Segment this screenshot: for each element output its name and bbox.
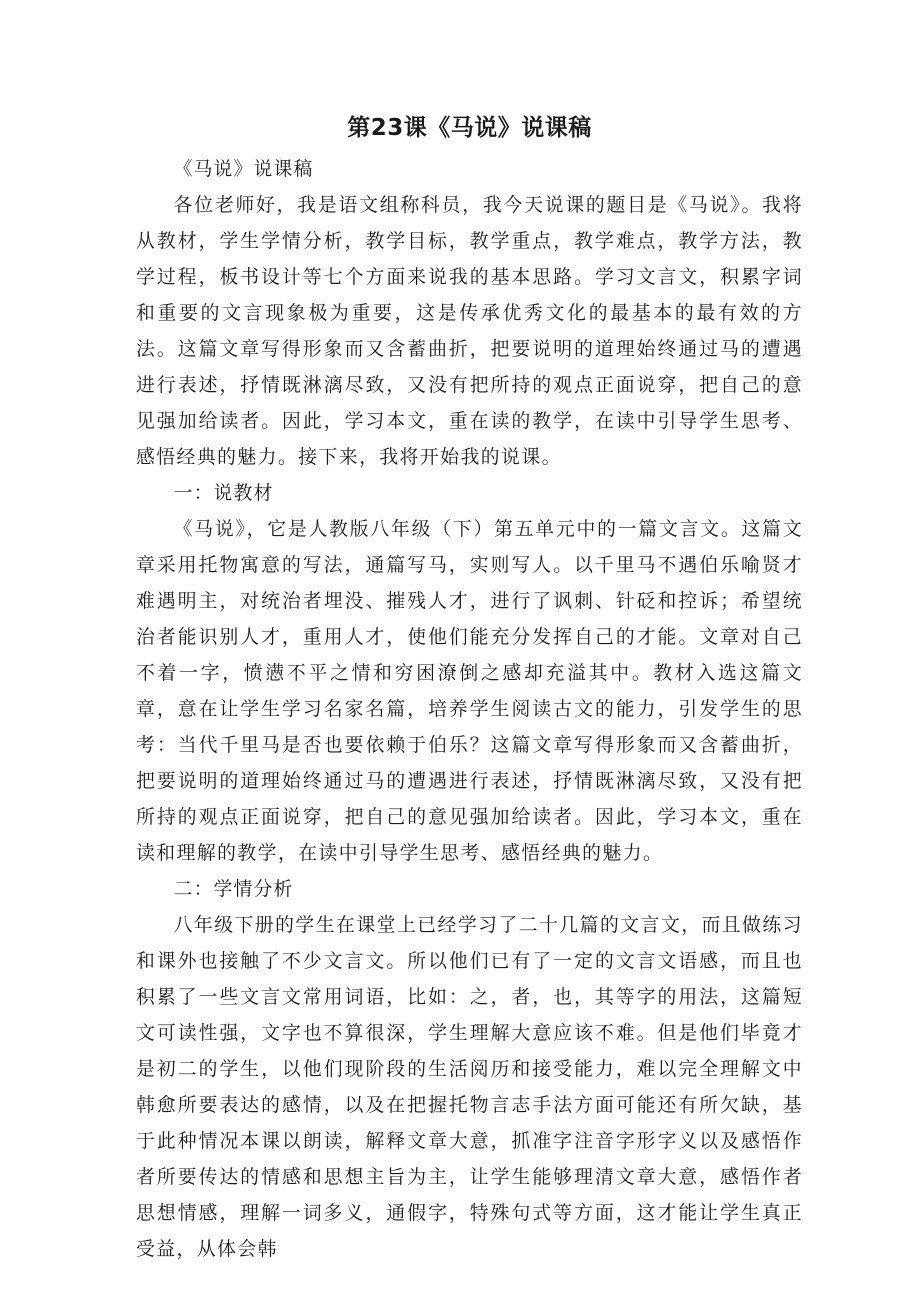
section-body-student-analysis: 八年级下册的学生在课堂上已经学习了二十几篇的文言文，而且做练习和课外也接触了不少文言文。所以他们已有了一定的文言文语感，而且也积累了一些文言文常用词语，比如：之，者，也，其等字的用法，这篇短文可读性强，文字也不算很深，学生理解大意应该不难。但是他们毕竟才是初二的学生，以他们现阶段的生活阅历和接受能力，难以完全理解文中韩愈所要表达的感情，以及在把握托物言志手法方面可能还有所欠缺，基于此种情况本课以朗读，解释文章大意，抓准字注音字形字义以及感悟作者所要传达的情感和思想主旨为主，让学生能够理清文章大意，感悟作者思想情感，理解一词多义，通假字，特殊句式等方面，这才能让学生真正受益，从体会韩: [136, 915, 803, 1260]
intro-paragraph: 各位老师好，我是语文组称科员，我今天说课的题目是《马说》。我将从教材，学生学情分析，教学目标，教学重点，教学难点，教学方法，教学过程，板书设计等七个方面来说我的基本思路。学习文言文，积累字词和重要的文言现象极为重要，这是传承优秀文化的最基本的最有效的方法。这篇文章写得形象而又含蓄曲折，把要说明的道理始终通过马的遭遇进行表述，抒情既淋漓尽致，又没有把所持的观点正面说穿，把自己的意见强加给读者。因此，学习本文，重在读的教学，在读中引导学生思考、感悟经典的魅力。接下来，我将开始我的说课。: [136, 195, 803, 468]
section-heading-textbook: 一：说教材: [173, 483, 274, 504]
document-title: 第23课《马说》说课稿: [347, 115, 592, 141]
document-subtitle: 《马说》说课稿: [173, 159, 314, 180]
section-heading-student-analysis: 二：学情分析: [173, 879, 294, 900]
section-body-textbook: 《马说》，它是人教版八年级（下）第五单元中的一篇文言文。这篇文章采用托物寓意的写法，通篇写马，实则写人。以千里马不遇伯乐喻贤才难遇明主，对统治者埋没、摧残人才，进行了讽刺、针砭和控诉；希望统治者能识别人才，重用人才，使他们能充分发挥自己的才能。文章对自己不着一字，愤懑不平之情和穷困潦倒之感却充溢其中。教材入选这篇文章，意在让学生学习名家名篇，培养学生阅读古文的能力，引发学生的思考：当代千里马是否也要依赖于伯乐？这篇文章写得形象而又含蓄曲折，把要说明的道理始终通过马的遭遇进行表述，抒情既淋漓尽致，又没有把所持的观点正面说穿，把自己的意见强加给读者。因此，学习本文，重在读和理解的教学，在读中引导学生思考、感悟经典的魅力。: [136, 519, 803, 864]
